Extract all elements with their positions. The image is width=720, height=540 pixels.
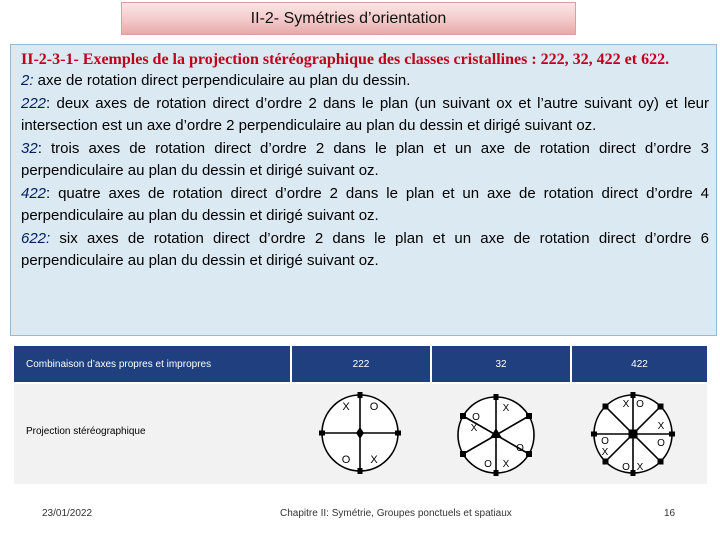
twofold-axis-symbol [603,459,609,465]
slide-title-bar [121,2,576,35]
projection-32-diagram [454,393,538,477]
twofold-axis-symbol [395,431,401,436]
footer-date: 23/01/2022 [42,508,93,519]
twofold-axis-symbol [460,451,466,457]
twofold-axis-symbol [526,413,532,419]
header-32: 32 [495,358,507,370]
pole-circle: O [369,401,379,413]
twofold-axis-symbol [358,392,363,398]
pole-circle: O [636,399,644,410]
pole-cross: X [636,462,644,473]
pole-cross: X [622,399,630,410]
projection-422-diagram [590,391,676,477]
item-32: 32: trois axes de rotation direct d’ordre 2 dans le plan et un axe de rotation direct d’ordre 3 perpendiculaire au plan du dessin et dirigé suivant oz. [21,139,709,179]
twofold-axis-symbol [358,468,363,474]
pole-cross: X [601,447,609,458]
twofold-axis-symbol [669,432,675,437]
pole-circle: O [516,443,524,454]
projection-222-diagram [318,391,402,475]
pole-circle: O [601,436,609,447]
pole-cross: X [342,401,350,413]
header-combination: Combinaison d’axes propres et impropres [26,358,212,370]
twofold-axis-symbol [494,470,499,476]
twofold-axis-symbol [494,394,499,400]
twofold-axis-symbol [460,413,466,419]
row-label-projection: Projection stéréographique [26,426,146,437]
twofold-axis-symbol [658,459,664,465]
pole-circle: O [484,459,492,470]
footer-chapter: Chapitre II: Symétrie, Groupes ponctuels et spatiaux [280,508,512,519]
section-heading: II-2-3-1- Exemples de la projection stéréographique des classes cristallines : 222, 32, 422 et 622. [21,51,670,68]
twofold-axis-symbol [631,470,636,476]
header-222: 222 [352,358,370,370]
pole-cross: X [470,423,478,434]
item-422: 422: quatre axes de rotation direct d’ordre 2 dans le plan et un axe de rotation direct d’ordre 4 perpendiculaire au plan du dessin et dirigé suivant oz. [21,184,709,224]
twofold-axis-symbol [591,432,597,437]
pole-cross: X [502,403,510,414]
twofold-axis-symbol [658,404,664,410]
pole-circle: O [472,412,480,423]
twofold-axis-symbol [526,451,532,457]
item-622: 622: six axes de rotation direct d’ordre 2 dans le plan et un axe de rotation direct d’ordre 6 perpendiculaire au plan du dessin et dirigé suivant oz. [21,229,709,269]
pole-circle: O [341,454,351,466]
fourfold-axis-symbol [629,430,638,439]
pole-circle: O [622,462,630,473]
twofold-axis-symbol [603,404,609,410]
pole-cross: X [502,459,510,470]
table-header-row [14,346,707,382]
footer-page-number: 16 [664,508,676,519]
content-box [10,44,717,336]
slide-title: II-2- Symétries d’orientation [250,9,447,27]
twofold-axis-symbol [319,431,325,436]
item-2: 2: axe de rotation direct perpendiculaire au plan du dessin. [21,72,411,89]
pole-cross: X [657,421,665,432]
pole-cross: X [370,454,378,466]
twofold-axis-symbol [631,392,636,398]
item-222: 222: deux axes de rotation direct d’ordre 2 dans le plan (un suivant ox et l’autre suivant oy) et leur intersection est un axe d’ordre 2 perpendiculaire au plan du dessin et dirigé suivant oz. [21,94,709,134]
pole-circle: O [657,438,665,449]
header-422: 422 [631,358,648,370]
